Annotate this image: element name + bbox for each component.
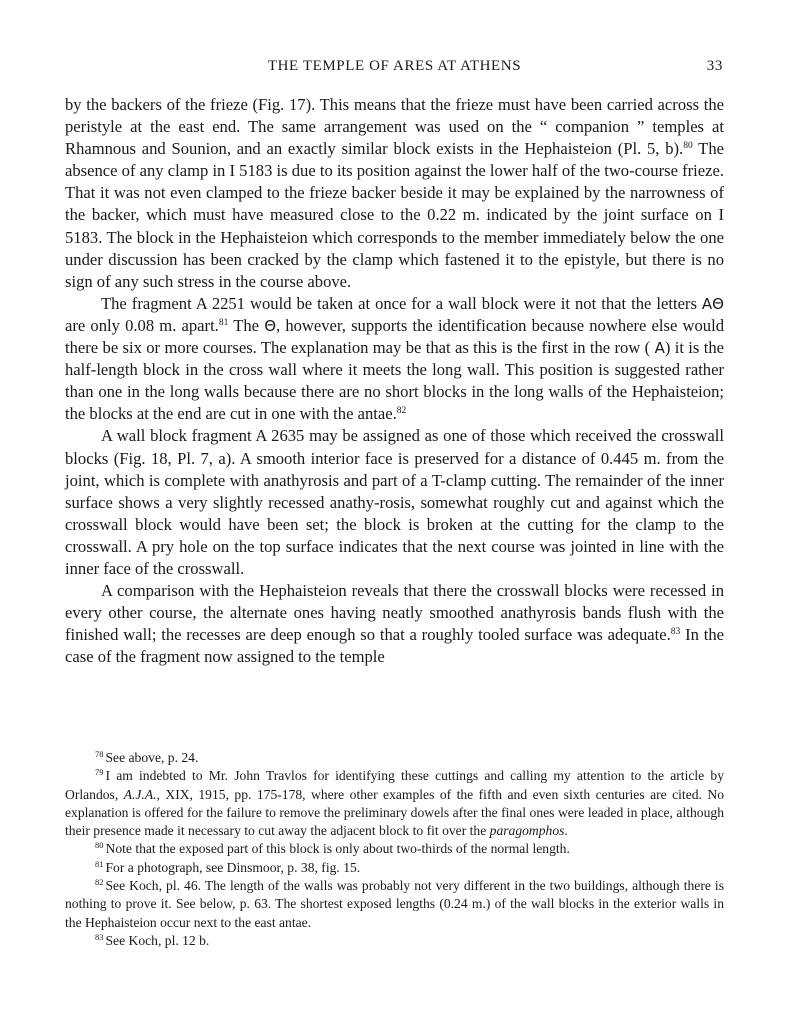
footnote-79 [65,767,724,840]
footnote-ref-82: 82 [396,406,407,417]
paragraph-2-text-d: , however, supports the identification because nowhere else would there be six or more courses. The explanation may be that as this is the first in the row ( [65,315,725,358]
footnote-mark: 83 [95,931,104,942]
footnote-text: Note that the exposed part of this block is only about two-thirds of the normal length. [105,841,570,857]
page-header [0,58,789,80]
paragraph-2-text-c: The [228,315,265,335]
footnote-80 [65,840,724,858]
paragraph-2-text-a: The fragment A 2251 would be taken at once for a wall block were it not that the letters [101,293,702,313]
paragraph-1-text-cont: The absence of any clamp in I 5183 is due to its position against the lower half of the two-course frieze. That it was not even clamped to the frieze backer beside it may be explained by the narrowness of the backer, which must have measured close to the 0.22 m. indicated by the joint surface on I 5183. The block in the Hephaisteion which corresponds to the member immediately below the one under discussion has been cracked by the clamp which fastened it to the epistyle, but there is no sign of any such stress in the course above. [65,139,724,291]
footnote-text-cont: , XIX, 1915, pp. 175-178, where other examples of the fifth and even sixth centuries are cited. No explanation is offered for the failure to remove the preliminary dowels after the final ones were leaded in place, although their presence made it necessary to cut away the adjacent block to fit over the [65,786,724,839]
greek-letters: ΑΘ [701,294,724,313]
footnote-text: See above, p. 24. [105,750,199,765]
paragraph-1-text: by the backers of the frieze (Fig. 17). This means that the frieze must have been carried across the peristyle at the east end. The same arrangement was used on the “ companion ” temples at Rhamnous and Sounion, and an exactly similar block exists in the Hephaisteion (Pl. 5, b). [65,95,724,159]
greek-alpha: Α [654,339,665,358]
paragraph-3-text: A wall block fragment A 2635 may be assigned as one of those which received the crosswall blocks (Fig. 18, Pl. 7, a). A smooth interior face is preserved for a distance of 0.445 m. from the joint, which is complete with anathyrosis and part of a T-clamp cutting. The remainder of the inner surface shows a very slightly recessed anathy-rosis, somewhat roughly cut and against which the crosswall block would have been set; the block is broken at the cutting for the clamp to the crosswall. A pry hole on the top surface indicates that the next course was jointed in line with the inner face of the crosswall. [65,426,724,578]
footnote-mark: 79 [95,767,104,778]
paragraph-3 [65,425,724,580]
footnote-text: See Koch, pl. 46. The length of the walls was probably not very different in the two buildings, although there is nothing to prove it. See below, p. 63. The shortest exposed lengths (0.24 m.) of the wall blocks in the exterior walls in the Hephaisteion occur next to the east antae. [65,878,724,930]
paragraph-4-text-b: In the case of the fragment now assigned to the temple [65,625,724,667]
paragraph-2-text-b: are only 0.08 m. apart. [65,315,219,335]
footnote-mark: 82 [95,877,104,888]
paragraph-1 [65,94,724,293]
greek-theta: Θ [264,316,276,335]
footnote-82 [65,877,724,932]
footnote-ref-81: 81 [218,317,229,328]
paragraph-2 [65,293,724,426]
footnote-81 [65,859,724,877]
footnote-mark: 80 [95,840,104,851]
greek-term: paragomphos [489,823,565,839]
paragraph-2-text-e: ) it is the half-length block in the cross wall where it meets the long wall. This position is suggested rather than one in the long walls because there are no short blocks in the long walls of the Hephaisteion; the blocks at the end are cut in one with the antae. [65,338,724,424]
body-text [65,94,724,668]
footnote-ref-83: 83 [670,627,681,638]
footnote-mark: 78 [95,749,104,759]
running-head: THE TEMPLE OF ARES AT ATHENS [267,58,522,74]
footnote-83 [65,932,724,950]
page-number: 33 [706,58,723,74]
journal-title: A.J.A. [123,786,157,802]
paragraph-4-text-a: A comparison with the Hephaisteion reveals that there the crosswall blocks were recessed in every other course, the alternate ones having neatly smoothed anathyrosis bands flush with the finished wall; the recesses are deep enough so that a roughly tooled surface was adequate. [65,581,724,645]
footnote-text: I am indebted to Mr. John Travlos for identifying these cuttings and calling my attention to the article by Orlandos, [65,768,724,802]
footnote-text: For a photograph, see Dinsmoor, p. 38, fig. 15. [105,859,361,875]
footnote-text: See Koch, pl. 12 b. [105,932,210,948]
footnotes [65,749,724,950]
footnote-78 [65,749,724,767]
footnote-mark: 81 [95,858,104,869]
footnote-text-end: . [564,823,568,839]
footnote-ref-80: 80 [683,141,693,152]
paragraph-4 [65,580,724,668]
